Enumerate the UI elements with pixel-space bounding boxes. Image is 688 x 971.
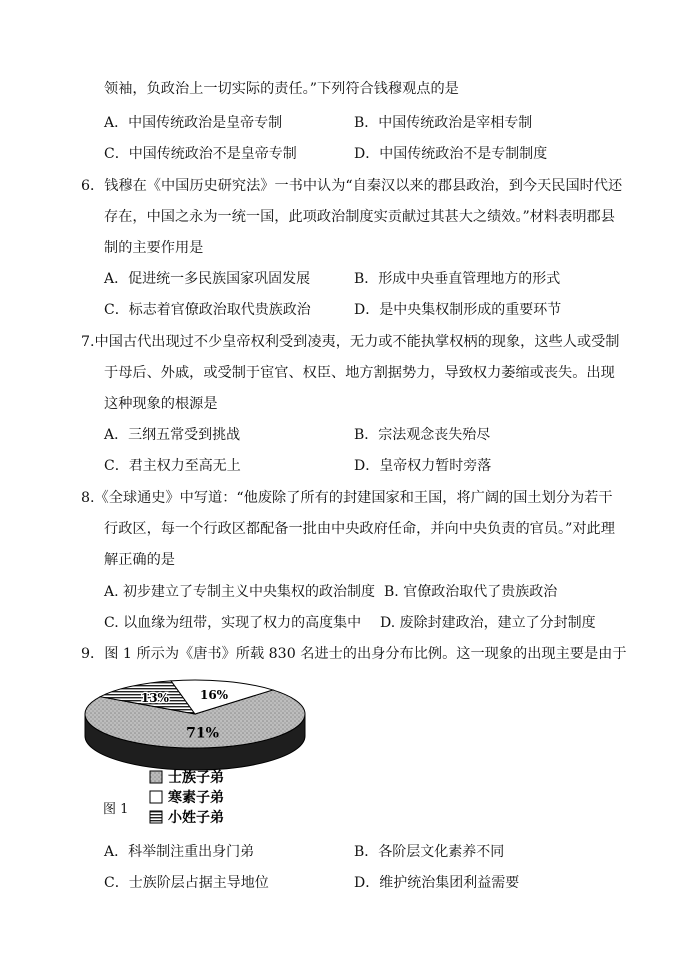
q7-option-a: A．三纲五常受到挑战 xyxy=(104,427,241,443)
pie-label-2: 16% xyxy=(199,687,229,702)
q5-option-a: A．中国传统政治是皇帝专制 xyxy=(104,115,283,131)
q6-option-a: A．促进统一多民族国家巩固发展 xyxy=(104,271,311,287)
q5-option-c: C．中国传统政治不是皇帝专制 xyxy=(104,146,297,162)
q7-stem-line-2: 于母后、外戚，或受制于宦官、权臣、地方割据势力，导致权力萎缩或丧失。出现 xyxy=(104,365,615,381)
q6-option-b: B．形成中央垂直管理地方的形式 xyxy=(354,271,561,287)
pie-slices-group xyxy=(85,680,305,770)
q8-option-b: B. 官僚政治取代了贵族政治 xyxy=(384,584,558,600)
q7-option-d: D．皇帝权力暂时旁落 xyxy=(354,458,492,474)
intro-line: 领袖，负政治上一切实际的责任。”下列符合钱穆观点的是 xyxy=(104,81,459,97)
legend-swatch-1 xyxy=(150,771,162,783)
q8-stem-line-3: 解正确的是 xyxy=(104,552,175,568)
q7-option-c: C．君主权力至高无上 xyxy=(104,458,241,474)
pie-legend xyxy=(150,769,224,826)
q8-stem-line-1: 8.《全球通史》中写道：“他废除了所有的封建国家和王国，将广阔的国土划分为若干 xyxy=(81,490,613,506)
q6-option-c: C．标志着官僚政治取代贵族政治 xyxy=(104,302,311,318)
pie-label-3: 13% xyxy=(140,690,169,705)
q6-stem-line-2: 存在，中国之永为一统一国，此项政治制度实贡献过其甚大之绩效。”材料表明郡县 xyxy=(104,209,615,225)
q8-option-c: C. 以血缘为纽带，实现了权力的高度集中 xyxy=(104,615,362,631)
legend-swatch-3 xyxy=(150,811,162,823)
legend-label-1: 士族子弟 xyxy=(168,770,224,786)
q9-option-a: A．科举制注重出身门弟 xyxy=(104,844,255,860)
q7-stem-line-1: 7.中国古代出现过不少皇帝权利受到凌夷，无力或不能执掌权柄的现象，这些人或受制 xyxy=(81,334,620,350)
q8-stem-line-2: 行政区，每一个行政区都配备一批由中央政府任命，并向中央负责的官员。”对此理 xyxy=(104,521,615,537)
q6-option-d: D．是中央集权制形成的重要环节 xyxy=(354,302,562,318)
legend-label-2: 寒素子弟 xyxy=(168,790,224,806)
q8-option-a: A. 初步建立了专制主义中央集权的政治制度 xyxy=(104,584,376,600)
q8-option-d: D. 废除封建政治，建立了分封制度 xyxy=(380,615,596,631)
legend-label-3: 小姓子弟 xyxy=(168,810,224,826)
q9-option-b: B．各阶层文化素养不同 xyxy=(354,844,505,860)
q6-stem-line-3: 制的主要作用是 xyxy=(104,240,204,256)
q5-option-d: D．中国传统政治不是专制制度 xyxy=(354,146,548,162)
q5-option-b: B．中国传统政治是宰相专制 xyxy=(354,115,533,131)
q9-option-d: D．维护统治集团利益需要 xyxy=(354,875,520,891)
legend-swatch-2 xyxy=(150,791,162,803)
q6-stem-line-1: 6．钱穆在《中国历史研究法》一书中认为“自秦汉以来的郡县政治，到今天民国时代还 xyxy=(81,178,623,194)
pie-label-1: 71% xyxy=(186,725,219,742)
q9-stem-line-1: 9．图 1 所示为《唐书》所载 830 名进士的出身分布比例。这一现象的出现主要是由于 xyxy=(81,646,627,662)
q7-stem-line-3: 这种现象的根源是 xyxy=(104,396,218,412)
q7-option-b: B．宗法观念丧失殆尽 xyxy=(354,427,491,443)
figure-label: 图 1 xyxy=(103,802,129,817)
q9-option-c: C．士族阶层占据主导地位 xyxy=(104,875,269,891)
